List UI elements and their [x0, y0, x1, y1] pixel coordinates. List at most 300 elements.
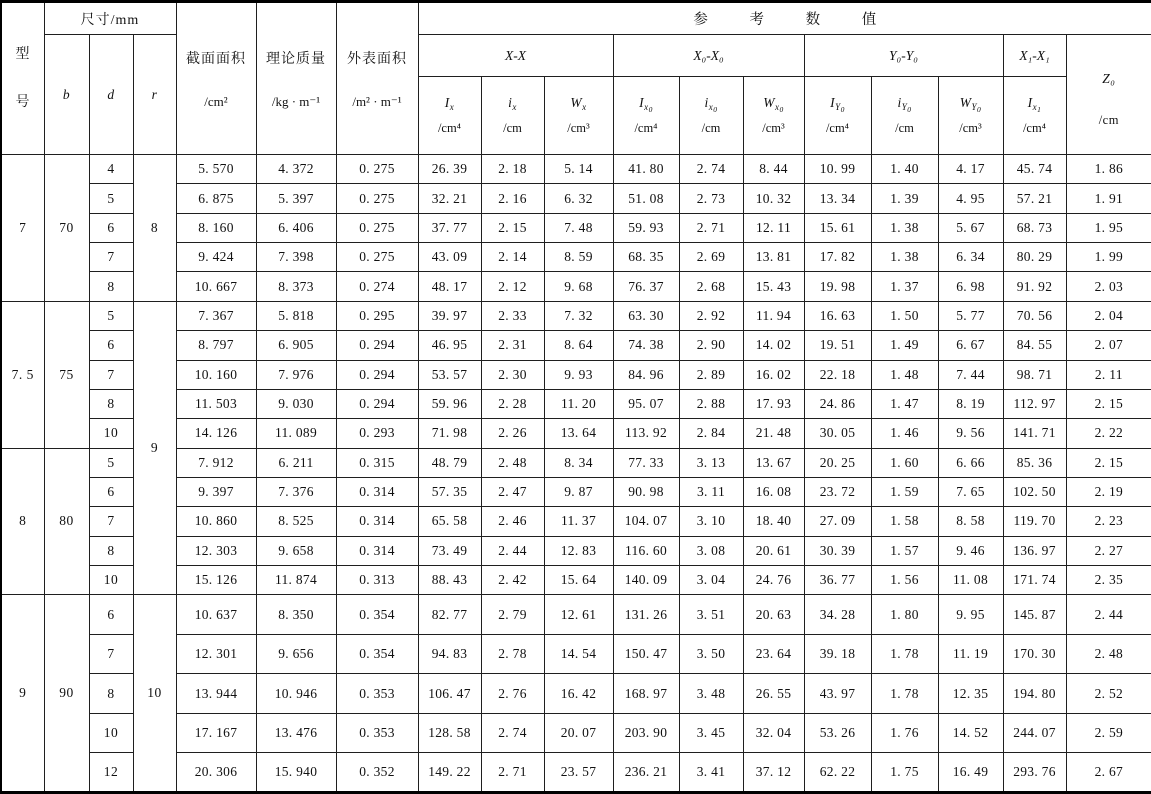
value-cell: 2. 48	[481, 448, 544, 477]
value-cell: 68. 73	[1003, 213, 1066, 242]
value-cell: 113. 92	[613, 419, 679, 448]
d-cell: 6	[89, 331, 133, 360]
value-cell: 46. 95	[418, 331, 481, 360]
col-header-r: r	[133, 35, 176, 155]
value-cell: 51. 08	[613, 184, 679, 213]
value-cell: 2. 30	[481, 360, 544, 389]
value-cell: 168. 97	[613, 674, 679, 713]
value-cell: 0. 354	[336, 634, 418, 673]
value-cell: 48. 17	[418, 272, 481, 301]
value-cell: 0. 352	[336, 753, 418, 793]
value-cell: 7. 65	[938, 477, 1003, 506]
axis-header-x-x: X-X	[418, 35, 613, 77]
value-cell: 1. 78	[871, 634, 938, 673]
value-cell: 1. 76	[871, 713, 938, 752]
value-cell: 1. 91	[1066, 184, 1151, 213]
value-cell: 5. 397	[256, 184, 336, 213]
value-cell: 140. 09	[613, 566, 679, 595]
value-cell: 0. 294	[336, 331, 418, 360]
value-cell: 2. 15	[481, 213, 544, 242]
value-cell: 39. 18	[804, 634, 871, 673]
value-cell: 1. 37	[871, 272, 938, 301]
value-cell: 14. 54	[544, 634, 613, 673]
value-cell: 10. 99	[804, 155, 871, 184]
d-cell: 8	[89, 536, 133, 565]
value-cell: 73. 49	[418, 536, 481, 565]
value-cell: 26. 39	[418, 155, 481, 184]
value-cell: 62. 22	[804, 753, 871, 793]
col-header-Ix0: $I_{x_0}$ /cm⁴	[613, 77, 679, 155]
value-cell: 0. 314	[336, 536, 418, 565]
d-cell: 6	[89, 595, 133, 634]
value-cell: 2. 26	[481, 419, 544, 448]
value-cell: 171. 74	[1003, 566, 1066, 595]
value-cell: 1. 40	[871, 155, 938, 184]
value-cell: 7. 48	[544, 213, 613, 242]
value-cell: 2. 48	[1066, 634, 1151, 673]
size-mm-header: 尺寸/mm	[44, 2, 176, 35]
value-cell: 2. 67	[1066, 753, 1151, 793]
table-row	[1, 155, 1151, 184]
value-cell: 30. 39	[804, 536, 871, 565]
value-cell: 7. 376	[256, 477, 336, 506]
value-cell: 19. 98	[804, 272, 871, 301]
value-cell: 10. 946	[256, 674, 336, 713]
value-cell: 0. 275	[336, 184, 418, 213]
value-cell: 2. 90	[679, 331, 743, 360]
value-cell: 6. 406	[256, 213, 336, 242]
d-cell: 8	[89, 389, 133, 418]
value-cell: 20. 63	[743, 595, 804, 634]
surface-area-header	[336, 2, 418, 155]
value-cell: 1. 86	[1066, 155, 1151, 184]
value-cell: 17. 82	[804, 243, 871, 272]
value-cell: 2. 69	[679, 243, 743, 272]
value-cell: 6. 875	[176, 184, 256, 213]
value-cell: 68. 35	[613, 243, 679, 272]
value-cell: 8. 59	[544, 243, 613, 272]
value-cell: 76. 37	[613, 272, 679, 301]
value-cell: 9. 87	[544, 477, 613, 506]
value-cell: 7. 912	[176, 448, 256, 477]
value-cell: 6. 67	[938, 331, 1003, 360]
value-cell: 82. 77	[418, 595, 481, 634]
value-cell: 23. 64	[743, 634, 804, 673]
value-cell: 106. 47	[418, 674, 481, 713]
value-cell: 2. 35	[1066, 566, 1151, 595]
section-area-label: 截面面积	[186, 51, 246, 67]
value-cell: 1. 99	[1066, 243, 1151, 272]
type-cell: 7. 5	[1, 301, 44, 448]
value-cell: 3. 10	[679, 507, 743, 536]
value-cell: 11. 874	[256, 566, 336, 595]
col-header-Wx0: $W_{x_0}$ /cm³	[743, 77, 804, 155]
col-header-ix: $i_x$ /cm	[481, 77, 544, 155]
value-cell: 11. 20	[544, 389, 613, 418]
value-cell: 15. 64	[544, 566, 613, 595]
d-cell: 8	[89, 674, 133, 713]
b-cell: 75	[44, 301, 89, 448]
value-cell: 2. 28	[481, 389, 544, 418]
value-cell: 0. 313	[336, 566, 418, 595]
value-cell: 57. 35	[418, 477, 481, 506]
value-cell: 9. 656	[256, 634, 336, 673]
value-cell: 0. 314	[336, 507, 418, 536]
d-cell: 10	[89, 713, 133, 752]
value-cell: 16. 49	[938, 753, 1003, 793]
table-header	[1, 2, 1151, 155]
value-cell: 1. 49	[871, 331, 938, 360]
value-cell: 2. 12	[481, 272, 544, 301]
axis-header-x1-x1: X₁-X₁	[1003, 35, 1066, 77]
value-cell: 11. 08	[938, 566, 1003, 595]
value-cell: 1. 38	[871, 243, 938, 272]
value-cell: 0. 295	[336, 301, 418, 330]
value-cell: 0. 293	[336, 419, 418, 448]
value-cell: 112. 97	[1003, 389, 1066, 418]
value-cell: 2. 07	[1066, 331, 1151, 360]
value-cell: 24. 86	[804, 389, 871, 418]
value-cell: 244. 07	[1003, 713, 1066, 752]
type-cell: 9	[1, 595, 44, 793]
value-cell: 6. 66	[938, 448, 1003, 477]
value-cell: 1. 95	[1066, 213, 1151, 242]
theoretical-mass-unit: /kg · m⁻¹	[271, 93, 321, 109]
value-cell: 15. 43	[743, 272, 804, 301]
r-cell: 10	[133, 595, 176, 793]
value-cell: 1. 60	[871, 448, 938, 477]
value-cell: 3. 51	[679, 595, 743, 634]
value-cell: 0. 314	[336, 477, 418, 506]
value-cell: 119. 70	[1003, 507, 1066, 536]
value-cell: 3. 48	[679, 674, 743, 713]
value-cell: 37. 77	[418, 213, 481, 242]
d-cell: 5	[89, 301, 133, 330]
value-cell: 2. 52	[1066, 674, 1151, 713]
value-cell: 59. 93	[613, 213, 679, 242]
value-cell: 12. 83	[544, 536, 613, 565]
value-cell: 22. 18	[804, 360, 871, 389]
value-cell: 0. 315	[336, 448, 418, 477]
value-cell: 9. 93	[544, 360, 613, 389]
value-cell: 3. 08	[679, 536, 743, 565]
value-cell: 45. 74	[1003, 155, 1066, 184]
value-cell: 39. 97	[418, 301, 481, 330]
value-cell: 34. 28	[804, 595, 871, 634]
value-cell: 2. 89	[679, 360, 743, 389]
value-cell: 7. 398	[256, 243, 336, 272]
value-cell: 7. 32	[544, 301, 613, 330]
value-cell: 5. 818	[256, 301, 336, 330]
surface-area-unit: /m² · m⁻¹	[352, 93, 402, 109]
value-cell: 2. 23	[1066, 507, 1151, 536]
value-cell: 8. 373	[256, 272, 336, 301]
value-cell: 141. 71	[1003, 419, 1066, 448]
value-cell: 2. 76	[481, 674, 544, 713]
d-cell: 7	[89, 243, 133, 272]
value-cell: 7. 367	[176, 301, 256, 330]
value-cell: 13. 64	[544, 419, 613, 448]
value-cell: 20. 07	[544, 713, 613, 752]
d-cell: 5	[89, 448, 133, 477]
value-cell: 12. 11	[743, 213, 804, 242]
d-cell: 6	[89, 213, 133, 242]
value-cell: 1. 75	[871, 753, 938, 793]
section-area-unit: /cm²	[204, 93, 228, 109]
value-cell: 6. 905	[256, 331, 336, 360]
value-cell: 2. 79	[481, 595, 544, 634]
d-cell: 7	[89, 634, 133, 673]
value-cell: 17. 93	[743, 389, 804, 418]
theoretical-mass-header	[256, 2, 336, 155]
value-cell: 2. 15	[1066, 389, 1151, 418]
value-cell: 10. 32	[743, 184, 804, 213]
value-cell: 2. 44	[481, 536, 544, 565]
r-cell: 9	[133, 301, 176, 595]
col-header-z0	[1066, 35, 1151, 155]
value-cell: 0. 294	[336, 389, 418, 418]
value-cell: 12. 301	[176, 634, 256, 673]
value-cell: 57. 21	[1003, 184, 1066, 213]
value-cell: 2. 27	[1066, 536, 1151, 565]
value-cell: 10. 637	[176, 595, 256, 634]
value-cell: 2. 18	[481, 155, 544, 184]
value-cell: 14. 02	[743, 331, 804, 360]
value-cell: 5. 570	[176, 155, 256, 184]
value-cell: 2. 74	[679, 155, 743, 184]
value-cell: 150. 47	[613, 634, 679, 673]
value-cell: 9. 68	[544, 272, 613, 301]
col-header-d: d	[89, 35, 133, 155]
value-cell: 27. 09	[804, 507, 871, 536]
value-cell: 53. 57	[418, 360, 481, 389]
value-cell: 104. 07	[613, 507, 679, 536]
value-cell: 9. 56	[938, 419, 1003, 448]
value-cell: 1. 50	[871, 301, 938, 330]
value-cell: 0. 275	[336, 243, 418, 272]
value-cell: 3. 45	[679, 713, 743, 752]
value-cell: 2. 92	[679, 301, 743, 330]
d-cell: 8	[89, 272, 133, 301]
d-cell: 12	[89, 753, 133, 793]
value-cell: 128. 58	[418, 713, 481, 752]
value-cell: 70. 56	[1003, 301, 1066, 330]
value-cell: 2. 03	[1066, 272, 1151, 301]
surface-area-label: 外表面积	[347, 51, 407, 67]
value-cell: 1. 58	[871, 507, 938, 536]
value-cell: 293. 76	[1003, 753, 1066, 793]
value-cell: 23. 72	[804, 477, 871, 506]
value-cell: 5. 77	[938, 301, 1003, 330]
col-header-Iy0: $I_{Y_0}$ /cm⁴	[804, 77, 871, 155]
value-cell: 77. 33	[613, 448, 679, 477]
value-cell: 2. 78	[481, 634, 544, 673]
value-cell: 2. 68	[679, 272, 743, 301]
value-cell: 85. 36	[1003, 448, 1066, 477]
value-cell: 94. 83	[418, 634, 481, 673]
value-cell: 26. 55	[743, 674, 804, 713]
value-cell: 12. 35	[938, 674, 1003, 713]
value-cell: 11. 503	[176, 389, 256, 418]
value-cell: 21. 48	[743, 419, 804, 448]
value-cell: 8. 160	[176, 213, 256, 242]
value-cell: 1. 46	[871, 419, 938, 448]
value-cell: 13. 944	[176, 674, 256, 713]
col-header-iy0: $i_{Y_0}$ /cm	[871, 77, 938, 155]
value-cell: 9. 95	[938, 595, 1003, 634]
value-cell: 17. 167	[176, 713, 256, 752]
value-cell: 1. 59	[871, 477, 938, 506]
value-cell: 16. 63	[804, 301, 871, 330]
value-cell: 8. 44	[743, 155, 804, 184]
value-cell: 24. 76	[743, 566, 804, 595]
value-cell: 3. 41	[679, 753, 743, 793]
axis-header-y0-y0: Y₀-Y₀	[804, 35, 1003, 77]
value-cell: 136. 97	[1003, 536, 1066, 565]
value-cell: 10. 860	[176, 507, 256, 536]
value-cell: 16. 08	[743, 477, 804, 506]
value-cell: 43. 97	[804, 674, 871, 713]
value-cell: 1. 38	[871, 213, 938, 242]
value-cell: 8. 350	[256, 595, 336, 634]
table-row	[1, 301, 1151, 330]
axis-header-x0-x0: X₀-X₀	[613, 35, 804, 77]
value-cell: 95. 07	[613, 389, 679, 418]
value-cell: 10. 160	[176, 360, 256, 389]
value-cell: 2. 71	[679, 213, 743, 242]
value-cell: 32. 04	[743, 713, 804, 752]
value-cell: 131. 26	[613, 595, 679, 634]
d-cell: 7	[89, 507, 133, 536]
theoretical-mass-label: 理论质量	[266, 51, 326, 67]
value-cell: 2. 47	[481, 477, 544, 506]
value-cell: 2. 73	[679, 184, 743, 213]
value-cell: 0. 274	[336, 272, 418, 301]
d-cell: 7	[89, 360, 133, 389]
col-header-ix0: $i_{x_0}$ /cm	[679, 77, 743, 155]
col-header-Ix1: $I_{x_1}$ /cm⁴	[1003, 77, 1066, 155]
value-cell: 2. 71	[481, 753, 544, 793]
value-cell: 48. 79	[418, 448, 481, 477]
d-cell: 5	[89, 184, 133, 213]
value-cell: 74. 38	[613, 331, 679, 360]
value-cell: 43. 09	[418, 243, 481, 272]
value-cell: 2. 42	[481, 566, 544, 595]
value-cell: 18. 40	[743, 507, 804, 536]
value-cell: 53. 26	[804, 713, 871, 752]
value-cell: 11. 089	[256, 419, 336, 448]
value-cell: 13. 67	[743, 448, 804, 477]
value-cell: 12. 303	[176, 536, 256, 565]
value-cell: 36. 77	[804, 566, 871, 595]
b-cell: 90	[44, 595, 89, 793]
value-cell: 236. 21	[613, 753, 679, 793]
value-cell: 2. 16	[481, 184, 544, 213]
value-cell: 20. 25	[804, 448, 871, 477]
value-cell: 37. 12	[743, 753, 804, 793]
b-cell: 80	[44, 448, 89, 595]
value-cell: 0. 353	[336, 713, 418, 752]
value-cell: 91. 92	[1003, 272, 1066, 301]
value-cell: 59. 96	[418, 389, 481, 418]
b-cell: 70	[44, 155, 89, 302]
value-cell: 149. 22	[418, 753, 481, 793]
value-cell: 9. 658	[256, 536, 336, 565]
value-cell: 1. 80	[871, 595, 938, 634]
type-char-2: 号	[15, 94, 30, 110]
table-body	[1, 155, 1151, 793]
value-cell: 9. 030	[256, 389, 336, 418]
value-cell: 8. 525	[256, 507, 336, 536]
value-cell: 0. 275	[336, 213, 418, 242]
value-cell: 8. 58	[938, 507, 1003, 536]
value-cell: 1. 78	[871, 674, 938, 713]
value-cell: 15. 126	[176, 566, 256, 595]
value-cell: 9. 397	[176, 477, 256, 506]
value-cell: 116. 60	[613, 536, 679, 565]
z0-unit: /cm	[1098, 113, 1119, 127]
col-header-b: b	[44, 35, 89, 155]
value-cell: 8. 797	[176, 331, 256, 360]
value-cell: 30. 05	[804, 419, 871, 448]
value-cell: 11. 19	[938, 634, 1003, 673]
value-cell: 15. 940	[256, 753, 336, 793]
value-cell: 4. 372	[256, 155, 336, 184]
value-cell: 6. 34	[938, 243, 1003, 272]
value-cell: 90. 98	[613, 477, 679, 506]
value-cell: 3. 11	[679, 477, 743, 506]
value-cell: 88. 43	[418, 566, 481, 595]
value-cell: 2. 84	[679, 419, 743, 448]
d-cell: 10	[89, 419, 133, 448]
reference-values-header: 参 考 数 值	[418, 2, 1151, 35]
value-cell: 32. 21	[418, 184, 481, 213]
value-cell: 14. 126	[176, 419, 256, 448]
value-cell: 6. 211	[256, 448, 336, 477]
value-cell: 84. 96	[613, 360, 679, 389]
type-column-header	[1, 2, 44, 155]
value-cell: 13. 34	[804, 184, 871, 213]
type-char-1: 型	[15, 46, 30, 62]
header-row-1	[1, 2, 1151, 35]
z0-symbol: Z₀	[1102, 71, 1116, 86]
value-cell: 15. 61	[804, 213, 871, 242]
value-cell: 3. 50	[679, 634, 743, 673]
value-cell: 4. 95	[938, 184, 1003, 213]
value-cell: 170. 30	[1003, 634, 1066, 673]
value-cell: 194. 80	[1003, 674, 1066, 713]
table-row	[1, 595, 1151, 634]
value-cell: 2. 88	[679, 389, 743, 418]
value-cell: 19. 51	[804, 331, 871, 360]
value-cell: 1. 57	[871, 536, 938, 565]
value-cell: 11. 94	[743, 301, 804, 330]
type-cell: 7	[1, 155, 44, 302]
col-header-Ix: $I_x$ /cm⁴	[418, 77, 481, 155]
value-cell: 41. 80	[613, 155, 679, 184]
value-cell: 6. 32	[544, 184, 613, 213]
value-cell: 0. 353	[336, 674, 418, 713]
value-cell: 16. 42	[544, 674, 613, 713]
value-cell: 8. 64	[544, 331, 613, 360]
value-cell: 4. 17	[938, 155, 1003, 184]
value-cell: 1. 48	[871, 360, 938, 389]
value-cell: 2. 14	[481, 243, 544, 272]
value-cell: 2. 11	[1066, 360, 1151, 389]
value-cell: 65. 58	[418, 507, 481, 536]
value-cell: 71. 98	[418, 419, 481, 448]
value-cell: 3. 04	[679, 566, 743, 595]
